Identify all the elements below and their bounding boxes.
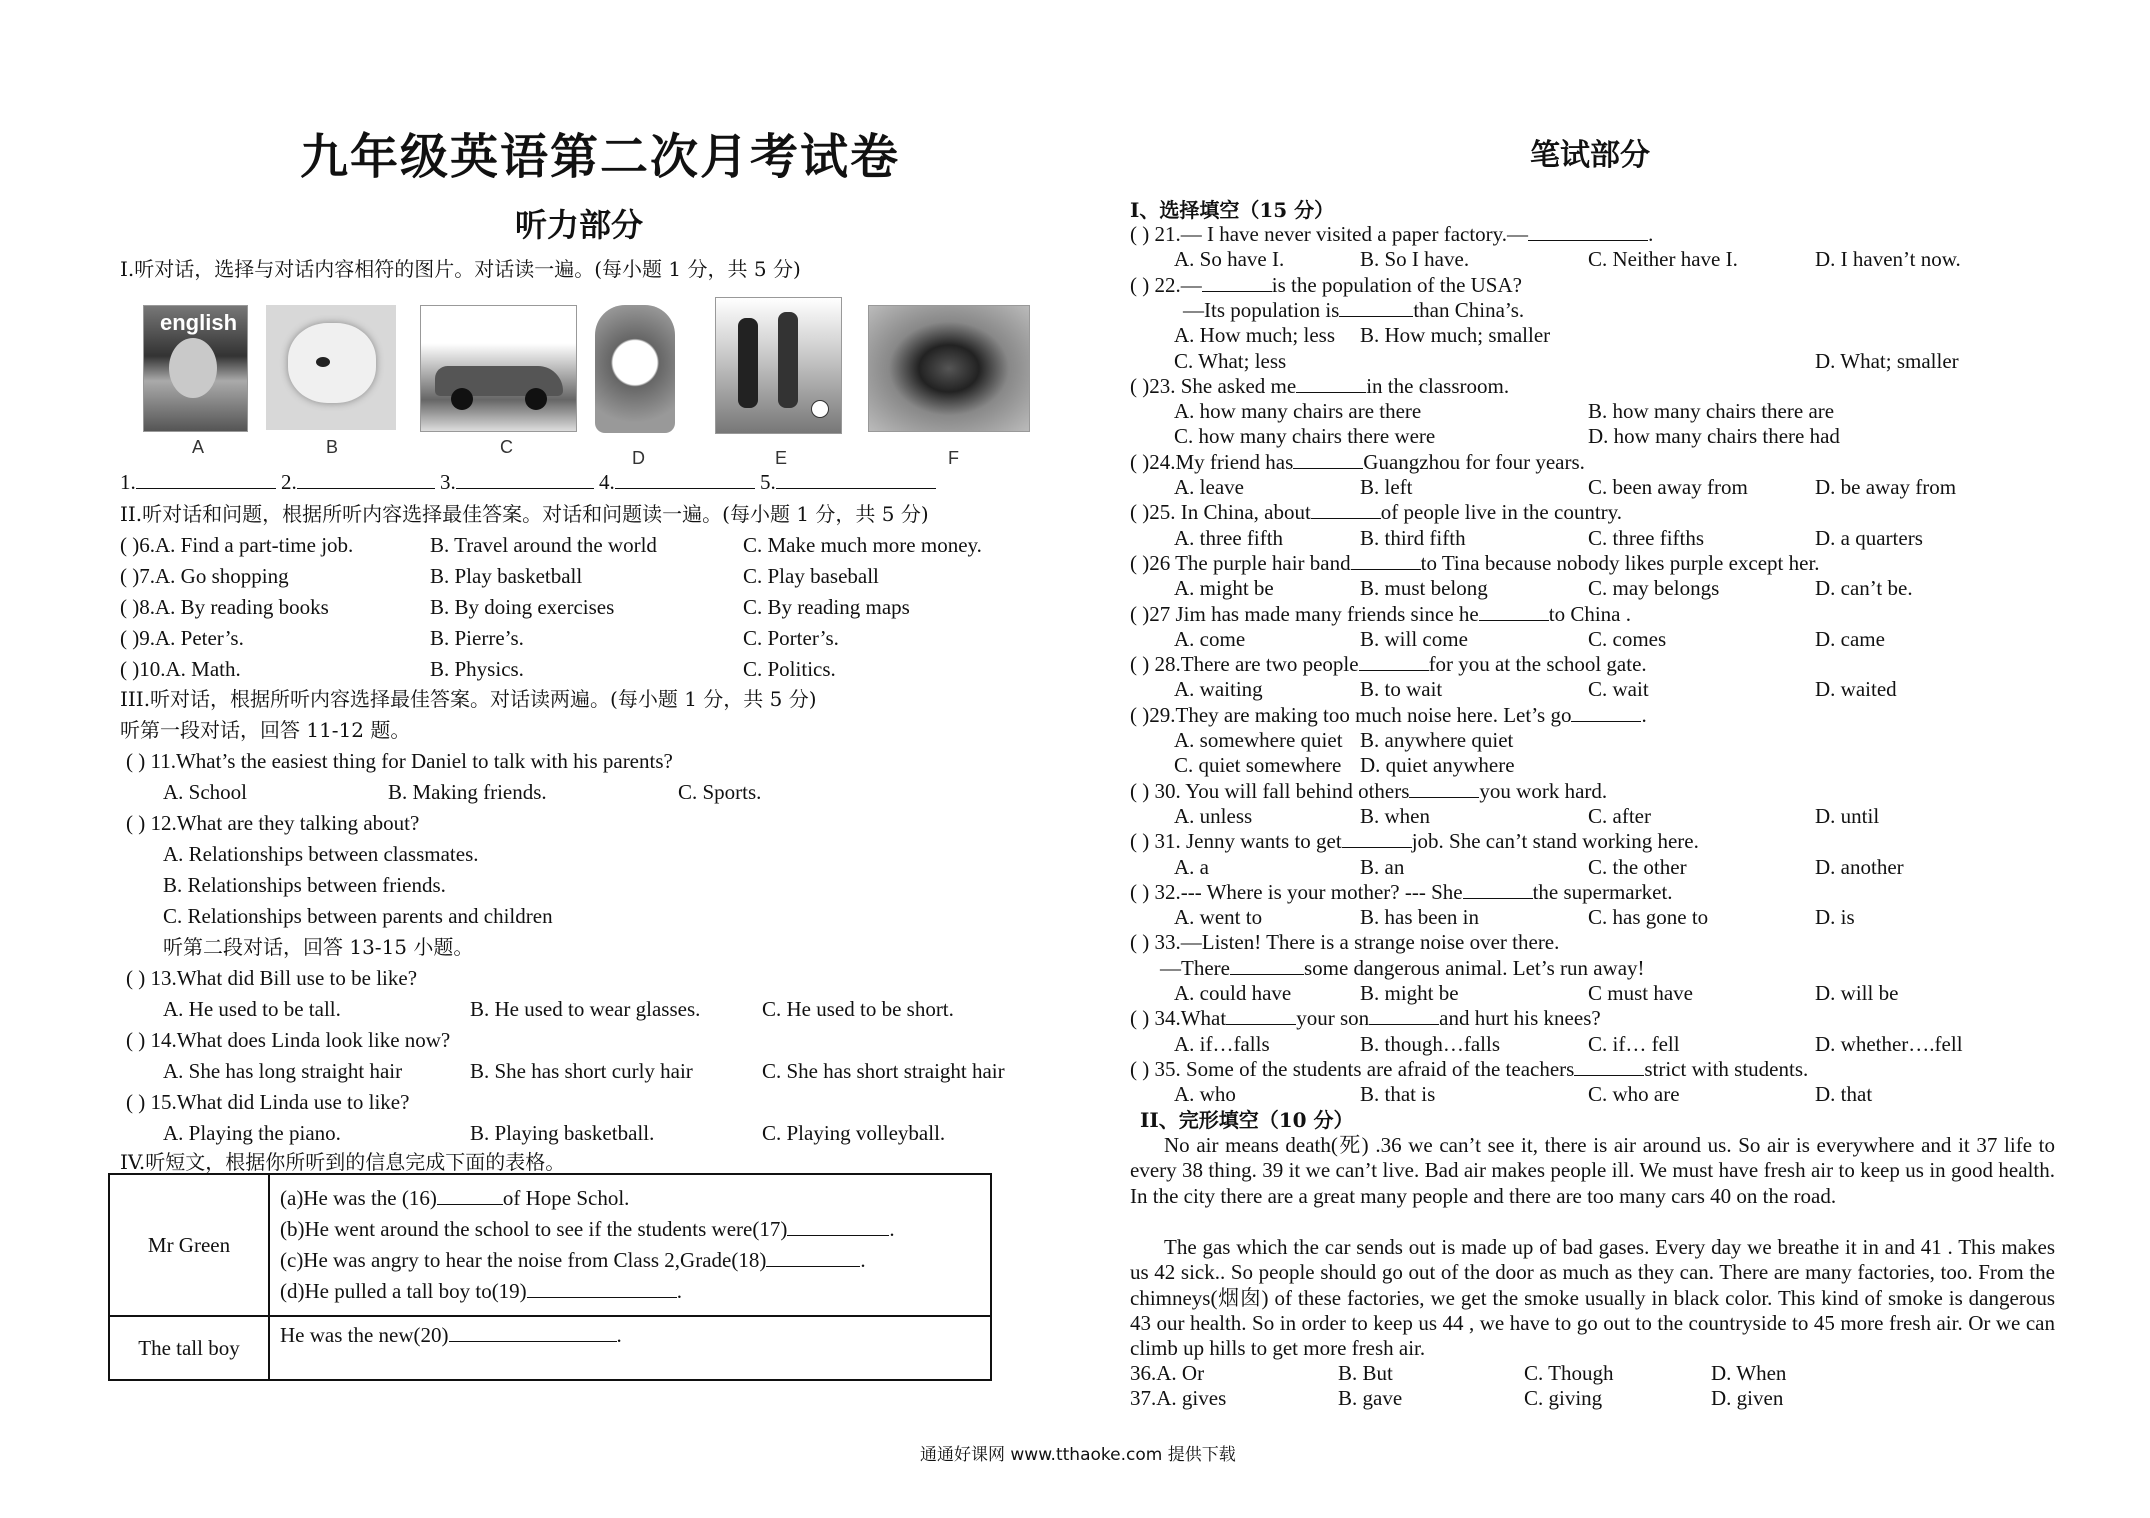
q11-option-a: A. School	[163, 780, 247, 804]
blank-5[interactable]	[776, 470, 936, 489]
question-34-stem: ( ) 34.What	[1130, 1006, 1227, 1031]
question-8: ( )8.A. By reading books	[120, 595, 329, 619]
pic-label-b: B	[326, 437, 339, 457]
question-27	[1130, 602, 1631, 627]
blank-16[interactable]	[437, 1186, 503, 1205]
q27-option-a: A. come	[1174, 626, 1246, 651]
blank-label-5: 5.	[760, 470, 776, 494]
question-23-tail: in the classroom.	[1366, 373, 1510, 398]
question-26	[1130, 551, 1820, 576]
q14-option-a: A. She has long straight hair	[163, 1059, 403, 1083]
q28-option-a: A. waiting	[1174, 677, 1263, 702]
question-28	[1130, 652, 1647, 677]
cloze-paragraph-2: The gas which the car sends out is made up of bad gases. Every day we breathe it in and 41 . This makes us 42 sick.. So people should go out of the door as much as they can. There are many factories, too. From the chimneys(烟囱) of these factories, we get the smoke usually in black color. This kind of smoke is dangerous 43 our health. So in order to keep us 44 , we have to go out to the countryside to 45 more fresh air. Or we can climb up hills to get more fresh air.	[1130, 1235, 2055, 1361]
football	[811, 400, 829, 418]
q27-option-c: C. comes	[1588, 626, 1667, 651]
blank-28[interactable]	[1359, 652, 1429, 671]
question-26-tail: to Tina because nobody likes purple except her.	[1420, 550, 1820, 575]
blank-18[interactable]	[766, 1248, 860, 1267]
listening-table	[108, 1173, 992, 1381]
blank-34-b[interactable]	[1369, 1006, 1439, 1025]
cloze-heading: II、完形填空（10 分）	[1140, 1108, 1354, 1132]
part-1-note: 听第一段对话，回答 11-12 题。	[120, 718, 411, 742]
blank-label-3: 3.	[440, 470, 456, 494]
q25-option-c: C. three fifths	[1588, 525, 1705, 550]
question-33-line2-start: —There	[1160, 955, 1230, 980]
q14-option-c: C. She has short straight hair	[762, 1059, 1005, 1083]
q31-option-a: A. a	[1174, 854, 1209, 879]
question-10-c: C. Politics.	[743, 657, 836, 681]
q35-option-d: D. that	[1815, 1082, 1873, 1107]
q11-option-b: B. Making friends.	[388, 780, 547, 804]
car-wheel-rear	[525, 388, 547, 410]
line-a-text: (a)He was the (16)	[280, 1186, 437, 1210]
player-1	[738, 318, 758, 408]
blank-32[interactable]	[1463, 880, 1533, 899]
line-d-text: (d)He pulled a tall boy to(19)	[280, 1279, 527, 1303]
blank-29[interactable]	[1571, 703, 1641, 722]
table-line-a	[280, 1183, 980, 1214]
q14-option-b: B. She has short curly hair	[470, 1059, 693, 1083]
question-25	[1130, 500, 1622, 525]
blank-21[interactable]	[1528, 222, 1648, 241]
q12-option-c: C. Relationships between parents and children	[163, 904, 553, 928]
blank-34-a[interactable]	[1226, 1006, 1296, 1025]
question-30-tail: you work hard.	[1479, 778, 1608, 803]
blank-35[interactable]	[1574, 1057, 1644, 1076]
q23-option-b: B. how many chairs there are	[1588, 399, 1835, 424]
pic-label-f: F	[948, 448, 959, 468]
q29-option-c: C. quiet somewhere	[1174, 753, 1342, 778]
question-23	[1130, 374, 1509, 399]
question-15: ( ) 15.What did Linda use to like?	[126, 1090, 410, 1114]
question-31	[1130, 829, 1699, 854]
question-23-stem: ( )23. She asked me	[1130, 373, 1297, 398]
section-1-instructions: I.听对话，选择与对话内容相符的图片。对话读一遍。(每小题 1 分，共 5 分)	[120, 257, 801, 281]
section-4-instructions: IV.听短文，根据你所听到的信息完成下面的表格。	[120, 1150, 566, 1174]
blank-31[interactable]	[1342, 829, 1412, 848]
question-7: ( )7.A. Go shopping	[120, 564, 289, 588]
q13-option-a: A. He used to be tall.	[163, 997, 341, 1021]
q23-option-d: D. how many chairs there had	[1588, 424, 1840, 449]
cloze-36-b: B. But	[1338, 1361, 1393, 1385]
q15-option-c: C. Playing volleyball.	[762, 1121, 946, 1145]
question-27-stem: ( )27 Jim has made many friends since he	[1130, 601, 1479, 626]
pic-label-d: D	[632, 448, 645, 468]
pic-label-a: A	[192, 437, 205, 457]
q22-option-b: B. How much; smaller	[1360, 323, 1551, 348]
q34-option-a: A. if…falls	[1174, 1031, 1270, 1056]
question-14: ( ) 14.What does Linda look like now?	[126, 1028, 451, 1052]
q26-option-c: C. may belongs	[1588, 576, 1720, 601]
question-6-c: C. Make much more money.	[743, 533, 982, 557]
blank-25[interactable]	[1311, 500, 1381, 519]
question-25-stem: ( )25. In China, about	[1130, 500, 1311, 525]
q21-option-a: A. So have I.	[1174, 247, 1285, 272]
footer-source: 通通好课网 www.tthaoke.com 提供下载	[920, 1445, 1236, 1465]
q34-option-d: D. whether….fell	[1815, 1031, 1963, 1056]
blank-19[interactable]	[527, 1279, 677, 1298]
blank-1[interactable]	[136, 470, 276, 489]
blank-27[interactable]	[1479, 602, 1549, 621]
q35-option-b: B. that is	[1360, 1082, 1436, 1107]
q21-option-b: B. So I have.	[1360, 247, 1470, 272]
q22-option-a: A. How much; less	[1174, 323, 1335, 348]
question-29	[1130, 703, 1647, 728]
question-22-line2-end: than China’s.	[1413, 297, 1525, 322]
q12-option-a: A. Relationships between classmates.	[163, 842, 479, 866]
question-32	[1130, 880, 1673, 905]
table-line-b	[280, 1214, 980, 1245]
q23-option-a: A. how many chairs are there	[1174, 399, 1422, 424]
q28-option-b: B. to wait	[1360, 677, 1443, 702]
question-9-c: C. Porter’s.	[743, 626, 839, 650]
question-28-tail: for you at the school gate.	[1428, 652, 1647, 677]
table-label-mr-green: Mr Green	[109, 1174, 269, 1316]
question-33-stem: ( ) 33.—Listen! There is a strange noise over there.	[1130, 930, 1560, 955]
blank-4[interactable]	[615, 470, 755, 489]
football-players-picture	[715, 297, 842, 434]
q30-option-c: C. after	[1588, 803, 1651, 828]
q24-option-a: A. leave	[1174, 475, 1244, 499]
exam-title: 九年级英语第二次月考试卷	[300, 129, 901, 185]
q30-option-a: A. unless	[1174, 803, 1253, 828]
question-35	[1130, 1057, 1808, 1082]
table-cell-tall-boy	[269, 1316, 991, 1380]
question-22-tail: is the population of the USA?	[1271, 272, 1522, 297]
line-d-end: .	[676, 1279, 682, 1303]
cloze-36-d: D. When	[1711, 1361, 1787, 1385]
q31-option-b: B. an	[1360, 854, 1405, 879]
question-24-tail: Guangzhou for four years.	[1363, 449, 1585, 474]
question-34-tail: and hurt his knees?	[1439, 1006, 1601, 1031]
blank-23[interactable]	[1296, 374, 1366, 393]
dog-picture	[266, 305, 396, 430]
question-30-stem: ( ) 30. You will fall behind others	[1130, 778, 1410, 803]
question-6-b: B. Travel around the world	[430, 533, 657, 557]
question-34	[1130, 1006, 1601, 1031]
cloze-37-c: C. giving	[1524, 1386, 1603, 1410]
q23-option-c: C. how many chairs there were	[1174, 424, 1436, 449]
q25-option-b: B. third fifth	[1360, 525, 1466, 550]
q13-option-b: B. He used to wear glasses.	[470, 997, 701, 1021]
q25-option-d: D. a quarters	[1815, 525, 1923, 550]
q29-option-d: D. quiet anywhere	[1360, 753, 1515, 778]
pic-label-c: C	[500, 437, 513, 457]
pic-label-e: E	[775, 448, 788, 468]
question-27-tail: to China .	[1548, 601, 1631, 626]
part-2-note: 听第二段对话，回答 13-15 小题。	[163, 935, 474, 959]
question-31-stem: ( ) 31. Jenny wants to get	[1130, 829, 1342, 854]
q15-option-a: A. Playing the piano.	[163, 1121, 341, 1145]
line-c-text: (c)He was angry to hear the noise from Class 2,Grade(18)	[280, 1248, 767, 1272]
q32-option-a: A. went to	[1174, 905, 1263, 930]
question-6: ( )6.A. Find a part-time job.	[120, 533, 354, 557]
q13-option-c: C. He used to be short.	[762, 997, 954, 1021]
blank-label-1: 1.	[120, 470, 136, 494]
question-33	[1130, 930, 1559, 955]
section-2-instructions: II.听对话和问题，根据所听内容选择最佳答案。对话和问题读一遍。(每小题 1 分，共 5 分)	[120, 502, 929, 526]
q24-option-c: C. been away from	[1588, 475, 1748, 499]
question-22-line2	[1183, 298, 1524, 323]
q21-option-d: D. I haven’t now.	[1815, 247, 1961, 272]
blank-label-4: 4.	[599, 470, 615, 494]
q31-option-d: D. another	[1815, 854, 1904, 879]
q28-option-c: C. wait	[1588, 677, 1649, 702]
cloze-36-a: 36.A. Or	[1130, 1361, 1205, 1385]
backpack-picture	[595, 305, 675, 433]
question-28-stem: ( ) 28.There are two people	[1130, 652, 1359, 677]
dark-picture	[868, 305, 1030, 432]
blank-33-line2[interactable]	[1230, 956, 1304, 975]
question-22-line2-start: —Its population is	[1183, 297, 1340, 322]
row2-text: He was the new(20)	[280, 1323, 449, 1347]
cloze-37-a: 37.A. gives	[1130, 1386, 1227, 1410]
blank-17[interactable]	[787, 1217, 889, 1236]
question-35-tail: strict with students.	[1644, 1056, 1809, 1081]
question-24	[1130, 450, 1585, 475]
question-10-b: B. Physics.	[430, 657, 524, 681]
blank-22[interactable]	[1202, 273, 1272, 292]
question-26-stem: ( )26 The purple hair band	[1130, 550, 1351, 575]
picture-options	[140, 305, 1040, 468]
table-line-c	[280, 1245, 980, 1276]
blank-30[interactable]	[1409, 779, 1479, 798]
q24-option-b: B. left	[1360, 475, 1413, 499]
q33-option-d: D. will be	[1815, 981, 1899, 1005]
blank-24[interactable]	[1293, 450, 1363, 469]
blank-3[interactable]	[456, 470, 594, 489]
question-29-tail: .	[1641, 702, 1647, 727]
q35-option-c: C. who are	[1588, 1082, 1680, 1107]
q24-option-d: D. be away from	[1815, 475, 1957, 499]
section-3-instructions: III.听对话，根据所听内容选择最佳答案。对话读两遍。(每小题 1 分，共 5 分)	[120, 687, 817, 711]
q11-option-c: C. Sports.	[678, 780, 762, 804]
cloze-36-c: C. Though	[1524, 1361, 1614, 1385]
blank-20[interactable]	[449, 1323, 617, 1342]
cloze-37-b: B. gave	[1338, 1386, 1403, 1410]
player-2	[778, 312, 798, 408]
question-9-b: B. Pierre’s.	[430, 626, 524, 650]
question-7-b: B. Play basketball	[430, 564, 583, 588]
q15-option-b: B. Playing basketball.	[470, 1121, 655, 1145]
q26-option-d: D. can’t be.	[1815, 576, 1913, 601]
question-31-tail: job. She can’t stand working here.	[1411, 829, 1699, 854]
face-shape	[169, 338, 217, 398]
dog-body	[288, 323, 376, 403]
magazine-picture	[143, 305, 248, 432]
cloze-paragraph-1: No air means death(死) .36 we can’t see it, there is air around us. So air is everywhere and it 37 life to every 38 thing. 39 it we can’t live. Bad air makes people ill. We must have fresh air to keep us in good health. In the city there are a great many people and there are too many cars 40 on the road.	[1130, 1133, 2055, 1208]
q30-option-d: D. until	[1815, 803, 1880, 828]
table-label-tall-boy: The tall boy	[109, 1316, 269, 1380]
line-b-text: (b)He went around the school to see if the students were(17)	[280, 1217, 788, 1241]
question-7-c: C. Play baseball	[743, 564, 879, 588]
q22-option-c: C. What; less	[1174, 348, 1287, 373]
q34-option-c: C. if… fell	[1588, 1031, 1680, 1056]
car-picture	[420, 305, 577, 432]
q26-option-a: A. might be	[1174, 576, 1274, 601]
question-9: ( )9.A. Peter’s.	[120, 626, 244, 650]
q21-option-c: C. Neither have I.	[1588, 247, 1738, 272]
question-11: ( ) 11.What’s the easiest thing for Daniel to talk with his parents?	[126, 749, 673, 773]
blank-2[interactable]	[297, 470, 435, 489]
table-line-d	[280, 1276, 980, 1307]
question-33-line2-end: some dangerous animal. Let’s run away!	[1303, 955, 1645, 980]
question-34-mid: your son	[1296, 1006, 1370, 1031]
question-32-stem: ( ) 32.--- Where is your mother? --- She	[1130, 879, 1463, 904]
line-c-end: .	[860, 1248, 866, 1272]
question-10: ( )10.A. Math.	[120, 657, 241, 681]
q35-option-a: A. who	[1174, 1082, 1236, 1107]
question-30	[1130, 779, 1607, 804]
listening-section-title: 听力部分	[515, 206, 644, 244]
question-35-stem: ( ) 35. Some of the students are afraid of the teachers	[1130, 1056, 1575, 1081]
question-21-tail: .	[1648, 222, 1654, 246]
q26-option-b: B. must belong	[1360, 576, 1488, 601]
q34-option-b: B. though…falls	[1360, 1031, 1500, 1056]
table-cell-mr-green	[269, 1174, 991, 1316]
q31-option-c: C. the other	[1588, 854, 1687, 879]
q33-option-c: C must have	[1588, 981, 1693, 1005]
question-13: ( ) 13.What did Bill use to be like?	[126, 966, 418, 990]
blank-label-2: 2.	[281, 470, 297, 494]
question-21	[1130, 222, 1653, 247]
car-wheel-front	[451, 388, 473, 410]
question-33-line2	[1160, 956, 1645, 981]
magazine-title: english	[160, 310, 238, 335]
question-22	[1130, 273, 1522, 298]
line-a-end: of Hope Schol.	[502, 1186, 630, 1210]
question-12: ( ) 12.What are they talking about?	[126, 811, 420, 835]
question-8-c: C. By reading maps	[743, 595, 910, 619]
row2-end: .	[616, 1323, 622, 1347]
question-32-tail: the supermarket.	[1532, 879, 1673, 904]
q27-option-b: B. will come	[1360, 626, 1468, 651]
question-25-tail: of people live in the country.	[1380, 500, 1623, 525]
question-29-stem: ( )29.They are making too much noise here. Let’s go	[1130, 702, 1572, 727]
question-8-b: B. By doing exercises	[430, 595, 615, 619]
q33-option-a: A. could have	[1174, 981, 1292, 1005]
q32-option-d: D. is	[1815, 905, 1855, 930]
q25-option-a: A. three fifth	[1174, 525, 1284, 550]
q22-option-d: D. What; smaller	[1815, 348, 1959, 373]
q29-option-b: B. anywhere quiet	[1360, 728, 1514, 752]
answer-blanks-1-5	[120, 470, 936, 495]
q29-option-a: A. somewhere quiet	[1174, 728, 1343, 752]
blank-26[interactable]	[1351, 551, 1421, 570]
line-b-end: .	[889, 1217, 895, 1241]
q27-option-d: D. came	[1815, 626, 1885, 651]
q30-option-b: B. when	[1360, 803, 1430, 828]
cloze-37-d: D. given	[1711, 1386, 1784, 1410]
question-24-stem: ( )24.My friend has	[1130, 449, 1294, 474]
question-22-stem: ( ) 22.—	[1130, 272, 1202, 297]
q32-option-b: B. has been in	[1360, 905, 1479, 930]
q32-option-c: C. has gone to	[1588, 905, 1709, 930]
multiple-choice-heading: I、选择填空（15 分）	[1130, 198, 1335, 222]
dog-nose	[316, 357, 330, 367]
q33-option-b: B. might be	[1360, 981, 1459, 1005]
blank-22-line2[interactable]	[1339, 298, 1413, 317]
q28-option-d: D. waited	[1815, 677, 1897, 702]
q12-option-b: B. Relationships between friends.	[163, 873, 446, 897]
question-21-stem: ( ) 21.— I have never visited a paper factory.—	[1130, 222, 1529, 246]
written-section-title: 笔试部分	[1530, 138, 1650, 173]
